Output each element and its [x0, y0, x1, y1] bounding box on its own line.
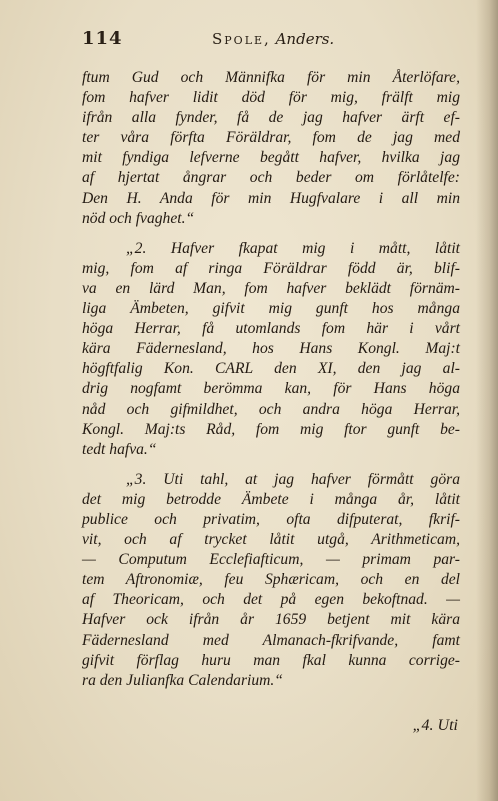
text-line: fom hafver lidit död för mig, frälft mig — [82, 89, 460, 107]
text-line: af hjertat ångrar och beder om förlåtelfe: — [82, 169, 460, 187]
text-line: ter våra förfta Föräldrar, fom de jag med — [82, 129, 460, 147]
text-line: Hafver ock ifrån år 1659 betjent mit kära — [82, 611, 460, 629]
text-line: „3. Uti tahl, at jag hafver förmått göra — [126, 470, 460, 488]
text-line: gifvit förflag huru man fkal kunna corrige- — [82, 651, 460, 669]
text-line: Fädernesland med Almanach-fkrifvande, famt — [82, 631, 460, 649]
running-head — [212, 30, 334, 48]
text-line: af Theoricam, och det på egen bekoftnad. — — [82, 591, 460, 609]
text-line: nåd och gifmildhet, och andra höga Herrar, — [82, 400, 460, 418]
text-line: mit fyndiga lefverne begått hafver, hvilka jag — [82, 149, 460, 167]
paragraph-2 — [82, 239, 460, 460]
text-line: va en lärd Man, fom hafver beklädt förnäm- — [82, 279, 460, 297]
text-line: nöd och fvaghet.“ — [82, 209, 195, 227]
page-number: 114 — [82, 28, 123, 49]
paragraph-1 — [82, 68, 460, 229]
text-line: ra den Julianfka Calendarium.“ — [82, 671, 283, 689]
body-text — [82, 68, 460, 691]
text-line: Den H. Anda för min Hugfvalare i all min — [82, 189, 460, 207]
paragraph-3 — [82, 470, 460, 691]
author-given-name: Anders. — [275, 30, 335, 48]
text-line: liga Ämbeten, gifvit mig gunft hos många — [82, 300, 460, 318]
text-line: det mig betrodde Ämbete i många år, låtit — [82, 490, 460, 508]
text-line: tem Aftronomiæ, feu Sphæricam, och en del — [82, 571, 460, 589]
text-line: ifrån alla fynder, få de jag hafver ärft ef- — [82, 109, 460, 127]
page-header — [82, 28, 452, 54]
text-line: kära Fädernesland, hos Hans Kongl. Maj:t — [82, 340, 460, 358]
text-line: „2. Hafver fkapat mig i mått, låtit — [126, 239, 460, 257]
text-line: Kongl. Maj:ts Råd, fom mig ftor gunft be- — [82, 420, 460, 438]
text-line: tedt hafva.“ — [82, 440, 157, 458]
page-edge-shadow — [476, 0, 498, 801]
text-line: höga Herrar, få utomlands fom här i vårt — [82, 320, 460, 338]
text-line: — Computum Ecclefiafticum, — primam par- — [82, 551, 460, 569]
catchword: „4. Uti — [412, 717, 458, 734]
author-surname: Spole, — [212, 30, 271, 48]
text-line: drig nogfamt berömma kan, för Hans höga — [82, 380, 460, 398]
text-line: ftum Gud och Männifka för min Återlöfare, — [82, 69, 460, 86]
text-line: publice och privatim, ofta difputerat, fkrif- — [82, 510, 460, 528]
text-line: mig, fom af ringa Föräldrar född är, blif- — [82, 259, 460, 277]
text-line: högftfalig Kon. CARL den XI, den jag al- — [82, 360, 460, 378]
text-line: vit, och af trycket låtit utgå, Arithmeticam, — [82, 531, 460, 549]
